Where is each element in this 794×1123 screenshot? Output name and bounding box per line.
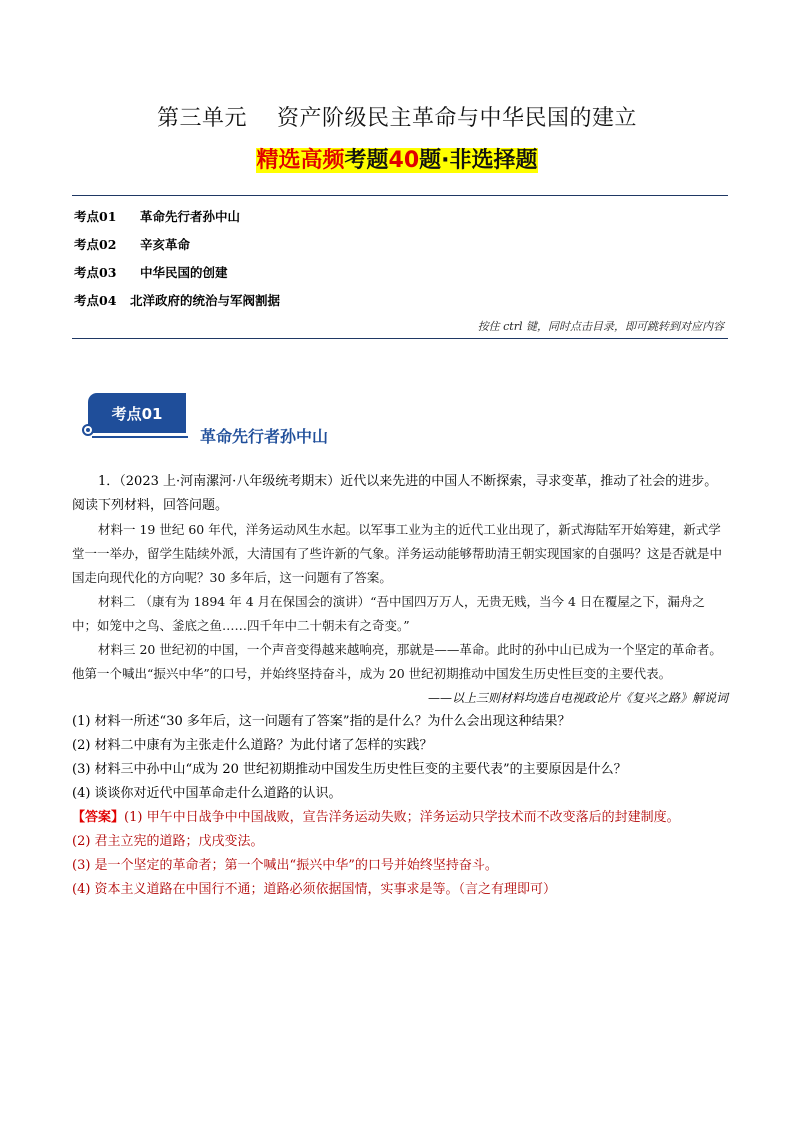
sub-question-2: (2) 材料二中康有为主张走什么道路？为此付诸了怎样的实践？	[72, 738, 433, 753]
material-source: ——以上三则材料均选自电视政论片《复兴之路》解说词	[427, 691, 728, 705]
toc-divider	[72, 338, 728, 339]
badge-underline	[92, 436, 188, 438]
subtitle-part-2: 考题	[344, 148, 389, 173]
answer-3: (3) 是一个坚定的革命者；第一个喊出“振兴中华”的口号并始终坚持奋斗。	[72, 858, 498, 873]
toc-item-01[interactable]	[74, 208, 280, 236]
sub-question-1: (1) 材料一所述“30 多年后，这一问题有了答案”指的是什么？为什么会出现这种结果？	[72, 714, 571, 729]
toc-label: 辛亥革命	[140, 237, 191, 252]
toc-label: 北洋政府的统治与军阀割据	[130, 293, 281, 308]
subtitle	[0, 143, 794, 174]
toc-label: 中华民国的创建	[140, 265, 228, 280]
question-block	[72, 470, 728, 902]
sub-question-3: (3) 材料三中孙中山“成为 20 世纪初期推动中国发生历史性巨变的主要代表”的主要原因是什么？	[72, 762, 627, 777]
badge-dot-icon	[82, 424, 94, 436]
sub-question-4: (4) 谈谈你对近代中国革命走什么道路的认识。	[72, 786, 342, 801]
subtitle-part-4: 题·非选择题	[419, 148, 538, 173]
toc-code: 考点01	[74, 209, 117, 224]
toc-item-02[interactable]	[74, 236, 280, 264]
answer-tag: 【答案】	[72, 810, 125, 825]
material-3: 材料三 20 世纪初的中国，一个声音变得越来越响亮，那就是——革命。此时的孙中山已成为一个坚定的革命者。他第一个喊出“振兴中华”的口号，并始终坚持奋斗，成为 20 世纪初期推动中国发生历史性巨变的主要代表。	[72, 642, 722, 681]
section-badge-label: 考点01	[111, 405, 163, 423]
subtitle-part-1: 精选高频	[256, 148, 345, 173]
toc-code: 考点03	[74, 265, 117, 280]
answer-2: (2) 君主立宪的道路；戊戌变法。	[72, 834, 264, 849]
top-divider	[72, 195, 728, 196]
subtitle-part-3: 40	[388, 148, 420, 173]
answer-4: (4) 资本主义道路在中国行不通；道路必须依据国情，实事求是等。（言之有理即可）	[72, 882, 557, 897]
toc-item-04[interactable]	[74, 292, 280, 320]
material-2: 材料二 （康有为 1894 年 4 月在保国会的演讲）“吾中国四万万人，无贵无贱，当今 4 日在覆屋之下，漏舟之中；如笼中之鸟、釜底之鱼……四千年中二十朝未有之奇变。”	[72, 594, 705, 633]
question-intro: 1．（2023 上·河南漯河·八年级统考期末）近代以来先进的中国人不断探索，寻求变革，推动了社会的进步。阅读下列材料，回答问题。	[72, 474, 718, 513]
toc-code: 考点02	[74, 237, 117, 252]
material-1: 材料一 19 世纪 60 年代，洋务运动风生水起。以军事工业为主的近代工业出现了，新式海陆军开始筹建，新式学堂一一举办，留学生陆续外派，大清国有了些许新的气象。洋务运动能够帮助清王朝实现国家的自强吗？这是否就是中国走向现代化的方向呢？30 多年后，这一问题有了答案。	[72, 522, 723, 585]
toc-label: 革命先行者孙中山	[140, 209, 241, 224]
toc-code: 考点04	[74, 293, 117, 308]
toc-item-03[interactable]	[74, 264, 280, 292]
unit-title: 第三单元 资产阶级民主革命与中华民国的建立	[157, 106, 637, 131]
table-of-contents	[74, 208, 280, 320]
answer-1	[72, 806, 728, 830]
answer-1-text: (1) 甲午中日战争中中国战败，宣告洋务运动失败；洋务运动只学技术而不改变落后的封建制度。	[124, 810, 680, 825]
section-title: 革命先行者孙中山	[200, 427, 329, 446]
section-badge	[88, 393, 186, 433]
toc-hint: 按住 ctrl 键，同时点击目录，即可跳转到对应内容	[477, 320, 724, 333]
